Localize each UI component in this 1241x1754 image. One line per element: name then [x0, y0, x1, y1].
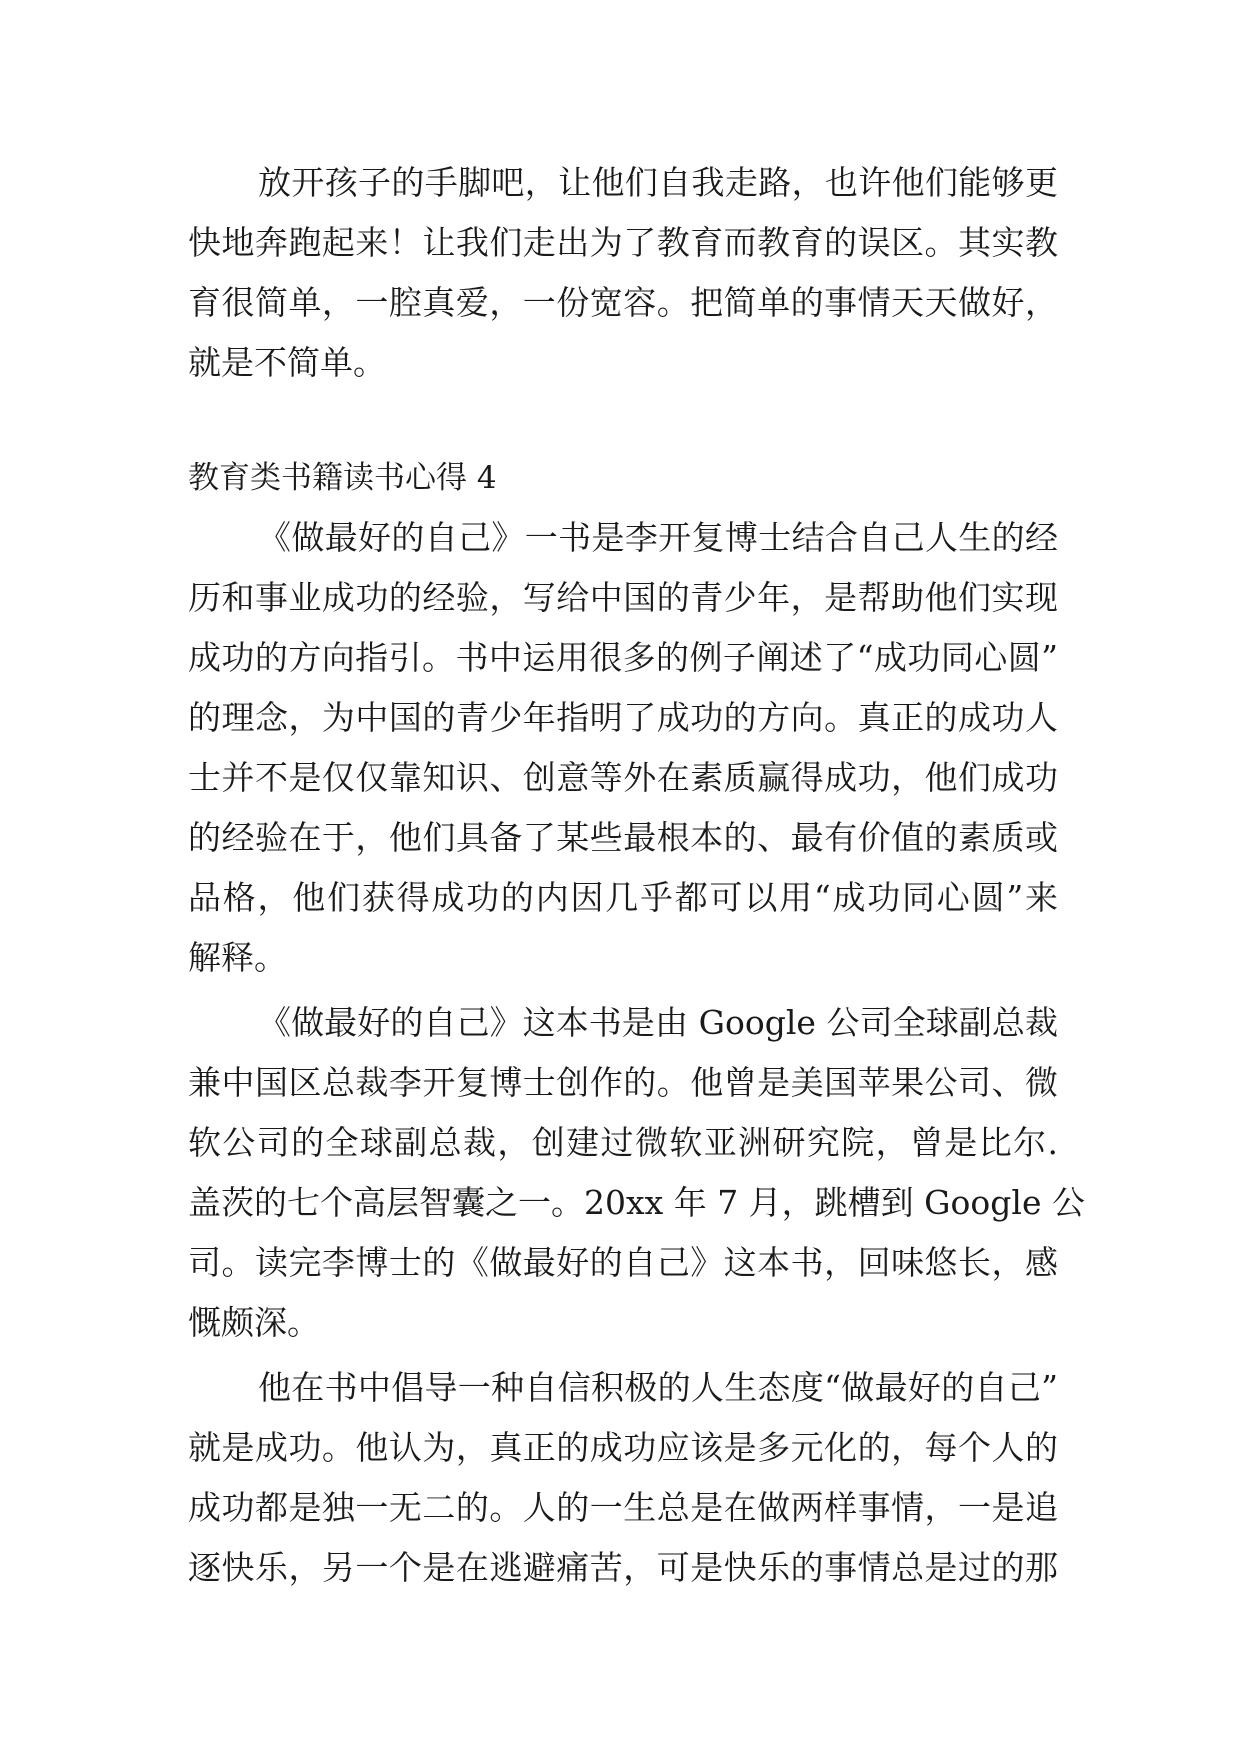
paragraph-1-line-2: 快地奔跑起来！让我们走出为了教育而教育的误区。其实教 [188, 223, 1058, 262]
paragraph-1-line-3: 育很简单，一腔真爱，一份宽容。把简单的事情天天做好， [188, 283, 1058, 322]
section-paragraph-2-line-6: 慨颇深。 [188, 1303, 320, 1342]
section-paragraph-2-line-2: 兼中国区总裁李开复博士创作的。他曾是美国苹果公司、微 [188, 1063, 1058, 1102]
section-heading: 教育类书籍读书心得 4 [188, 460, 497, 496]
section-paragraph-2-line-5: 司。读完李博士的《做最好的自己》这本书，回味悠长，感 [188, 1243, 1058, 1282]
section-paragraph-1-line-7: 品格，他们获得成功的内因几乎都可以用“成功同心圆”来 [188, 878, 1058, 917]
section-paragraph-3-line-4: 逐快乐，另一个是在逃避痛苦，可是快乐的事情总是过的那 [188, 1548, 1058, 1587]
paragraph-1-line-4: 就是不简单。 [188, 343, 386, 382]
section-paragraph-1-line-4: 的理念，为中国的青少年指明了成功的方向。真正的成功人 [188, 698, 1058, 737]
section-paragraph-3-line-1: 他在书中倡导一种自信积极的人生态度“做最好的自己” [258, 1368, 1058, 1407]
section-paragraph-1-line-5: 士并不是仅仅靠知识、创意等外在素质赢得成功，他们成功 [188, 758, 1058, 797]
section-paragraph-2-line-1: 《做最好的自己》这本书是由 Google 公司全球副总裁 [258, 1003, 1058, 1042]
paragraph-1-line-1: 放开孩子的手脚吧，让他们自我走路，也许他们能够更 [258, 163, 1058, 202]
section-paragraph-1-line-1: 《做最好的自己》一书是李开复博士结合自己人生的经 [258, 518, 1058, 557]
section-paragraph-2-line-3: 软公司的全球副总裁，创建过微软亚洲研究院，曾是比尔. [188, 1123, 1058, 1162]
section-paragraph-1-line-2: 历和事业成功的经验，写给中国的青少年，是帮助他们实现 [188, 578, 1058, 617]
section-paragraph-1-line-3: 成功的方向指引。书中运用很多的例子阐述了“成功同心圆” [188, 638, 1058, 677]
section-paragraph-1-line-6: 的经验在于，他们具备了某些最根本的、最有价值的素质或 [188, 818, 1058, 857]
section-paragraph-3-line-2: 就是成功。他认为，真正的成功应该是多元化的，每个人的 [188, 1428, 1058, 1467]
section-paragraph-1-line-8: 解释。 [188, 938, 287, 977]
section-paragraph-3-line-3: 成功都是独一无二的。人的一生总是在做两样事情，一是追 [188, 1488, 1058, 1527]
section-paragraph-2-line-4: 盖茨的七个高层智囊之一。20xx 年 7 月，跳槽到 Google 公 [188, 1183, 1085, 1222]
